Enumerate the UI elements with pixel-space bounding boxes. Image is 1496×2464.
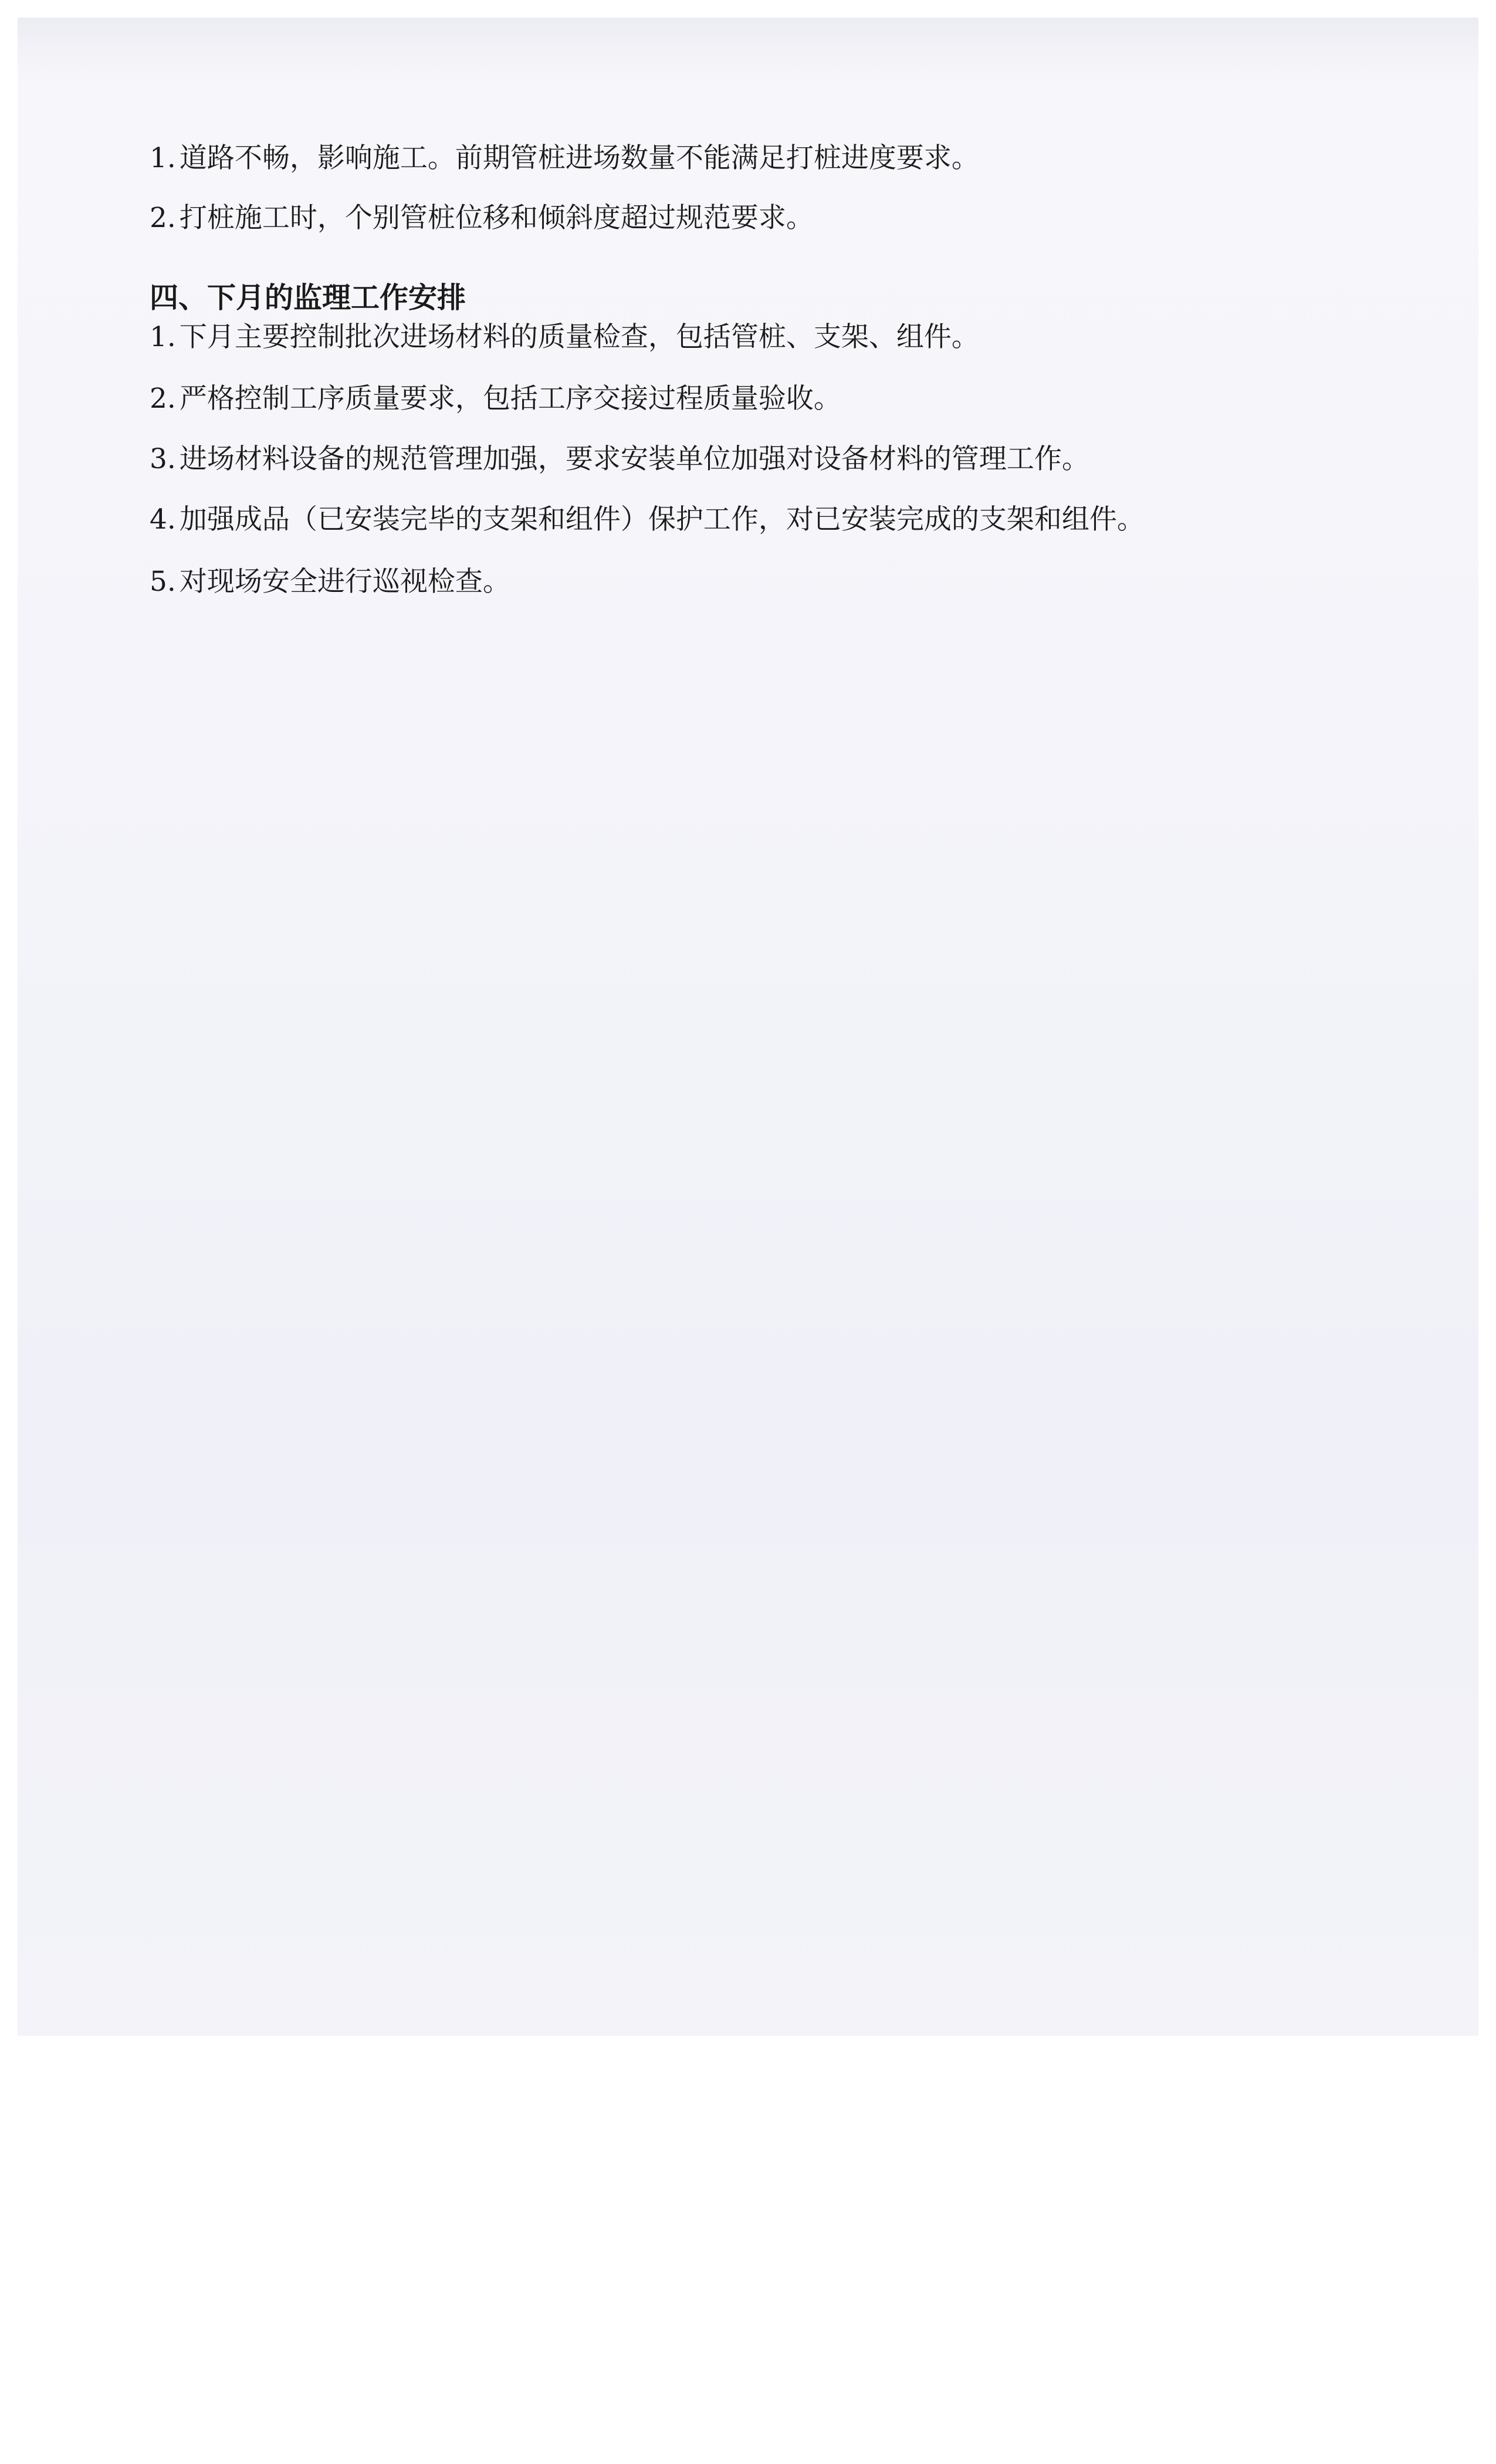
issue-item-1 xyxy=(150,141,979,176)
section-heading-next-month: 四、下月的监理工作安排 xyxy=(150,281,466,314)
plan-item-4 xyxy=(150,502,1145,537)
plan-item-3-number: 3. xyxy=(150,443,176,475)
plan-item-1-number: 1. xyxy=(150,321,176,353)
plan-item-2-text: 严格控制工序质量要求，包括工序交接过程质量验收。 xyxy=(179,383,841,415)
plan-item-5 xyxy=(150,564,510,600)
issue-item-1-text: 道路不畅，影响施工。前期管桩进场数量不能满足打桩进度要求。 xyxy=(179,142,979,174)
plan-item-1-text: 下月主要控制批次进场材料的质量检查，包括管桩、支架、组件。 xyxy=(179,321,979,353)
plan-item-2-number: 2. xyxy=(150,383,176,415)
plan-item-4-text: 加强成品（已安装完毕的支架和组件）保护工作，对已安装完成的支架和组件。 xyxy=(179,503,1145,536)
plan-item-4-number: 4. xyxy=(150,503,176,536)
issue-item-2 xyxy=(150,201,814,236)
plan-item-5-text: 对现场安全进行巡视检查。 xyxy=(179,566,510,598)
issue-item-1-number: 1. xyxy=(150,142,176,174)
plan-item-3 xyxy=(150,442,1089,477)
scan-edge-shadow xyxy=(18,18,1478,82)
plan-item-1 xyxy=(150,320,979,355)
issue-item-2-number: 2. xyxy=(150,202,176,234)
plan-item-2 xyxy=(150,381,841,417)
issue-item-2-text: 打桩施工时，个别管桩位移和倾斜度超过规范要求。 xyxy=(179,202,814,234)
plan-item-3-text: 进场材料设备的规范管理加强，要求安装单位加强对设备材料的管理工作。 xyxy=(179,443,1089,475)
plan-item-5-number: 5. xyxy=(150,566,176,598)
